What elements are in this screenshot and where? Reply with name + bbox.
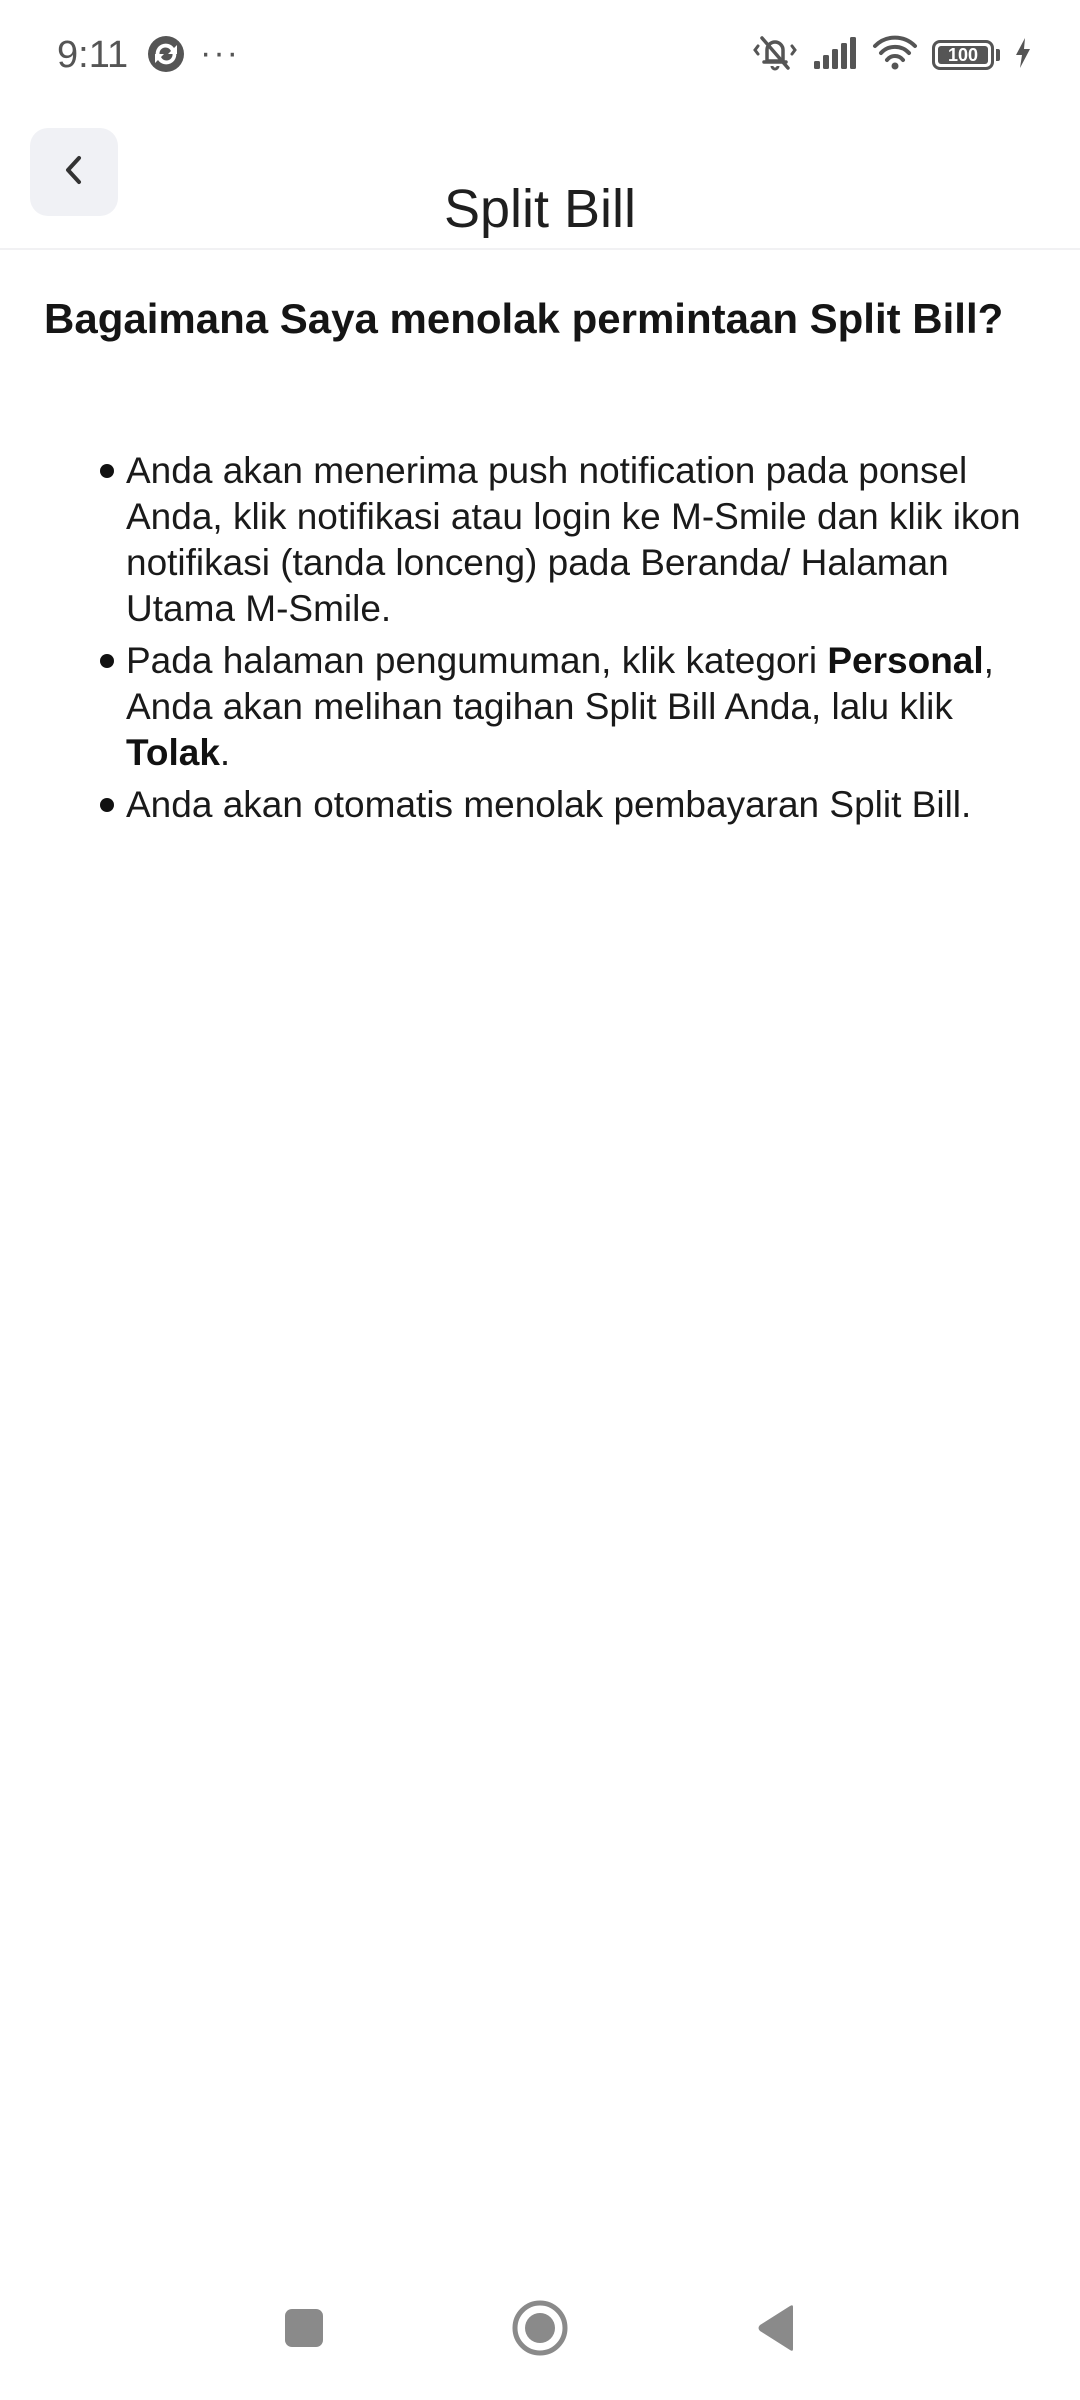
step-text-part: , Anda akan melihan tagihan Split Bill Anda, lalu klik <box>126 640 994 727</box>
signal-icon <box>812 35 858 76</box>
battery-cap <box>996 49 1000 61</box>
status-icons <box>752 30 1032 80</box>
recent-apps-button[interactable] <box>264 2290 344 2370</box>
recent-apps-icon <box>284 2308 324 2353</box>
faq-content <box>44 290 1044 834</box>
charging-icon <box>1014 37 1032 74</box>
list-item <box>100 448 1044 632</box>
step-text: Anda akan otomatis menolak pembayaran Split Bill. <box>126 784 972 825</box>
page-title: Split Bill <box>443 179 637 240</box>
faq-question: Bagaimana Saya menolak permintaan Split Bill? <box>44 295 1004 342</box>
more-notifications-indicator: ··· <box>200 34 240 72</box>
step-text-part: Pada halaman pengumuman, klik kategori <box>126 640 828 681</box>
sync-app-icon <box>146 34 186 74</box>
bullet-icon <box>100 654 114 668</box>
list-item <box>100 638 1044 776</box>
status-time: 9:11 <box>57 34 129 76</box>
home-icon <box>511 2299 569 2362</box>
step-text: Anda akan menerima push notification pada ponsel Anda, klik notifikasi atau login ke M-Smile dan klik ikon notifikasi (tanda lonceng) pada Beranda/ Halaman Utama M-Smile. <box>126 450 1021 629</box>
wifi-icon <box>872 35 918 76</box>
app-header <box>0 110 1080 250</box>
battery-icon <box>932 40 994 70</box>
back-nav-icon <box>755 2304 797 2357</box>
back-nav-button[interactable] <box>736 2290 816 2370</box>
step-text-bold-action: Tolak <box>126 732 220 773</box>
home-button[interactable] <box>500 2290 580 2370</box>
system-nav-bar <box>0 2260 1080 2400</box>
battery-level: 100 <box>947 45 979 65</box>
mute-icon <box>752 33 798 78</box>
list-item <box>100 782 1044 828</box>
faq-answer-list <box>44 448 1044 828</box>
bullet-icon <box>100 798 114 812</box>
step-text-bold-category: Personal <box>827 640 984 681</box>
bullet-icon <box>100 464 114 478</box>
status-bar <box>0 0 1080 110</box>
step-text-part: . <box>219 732 231 773</box>
